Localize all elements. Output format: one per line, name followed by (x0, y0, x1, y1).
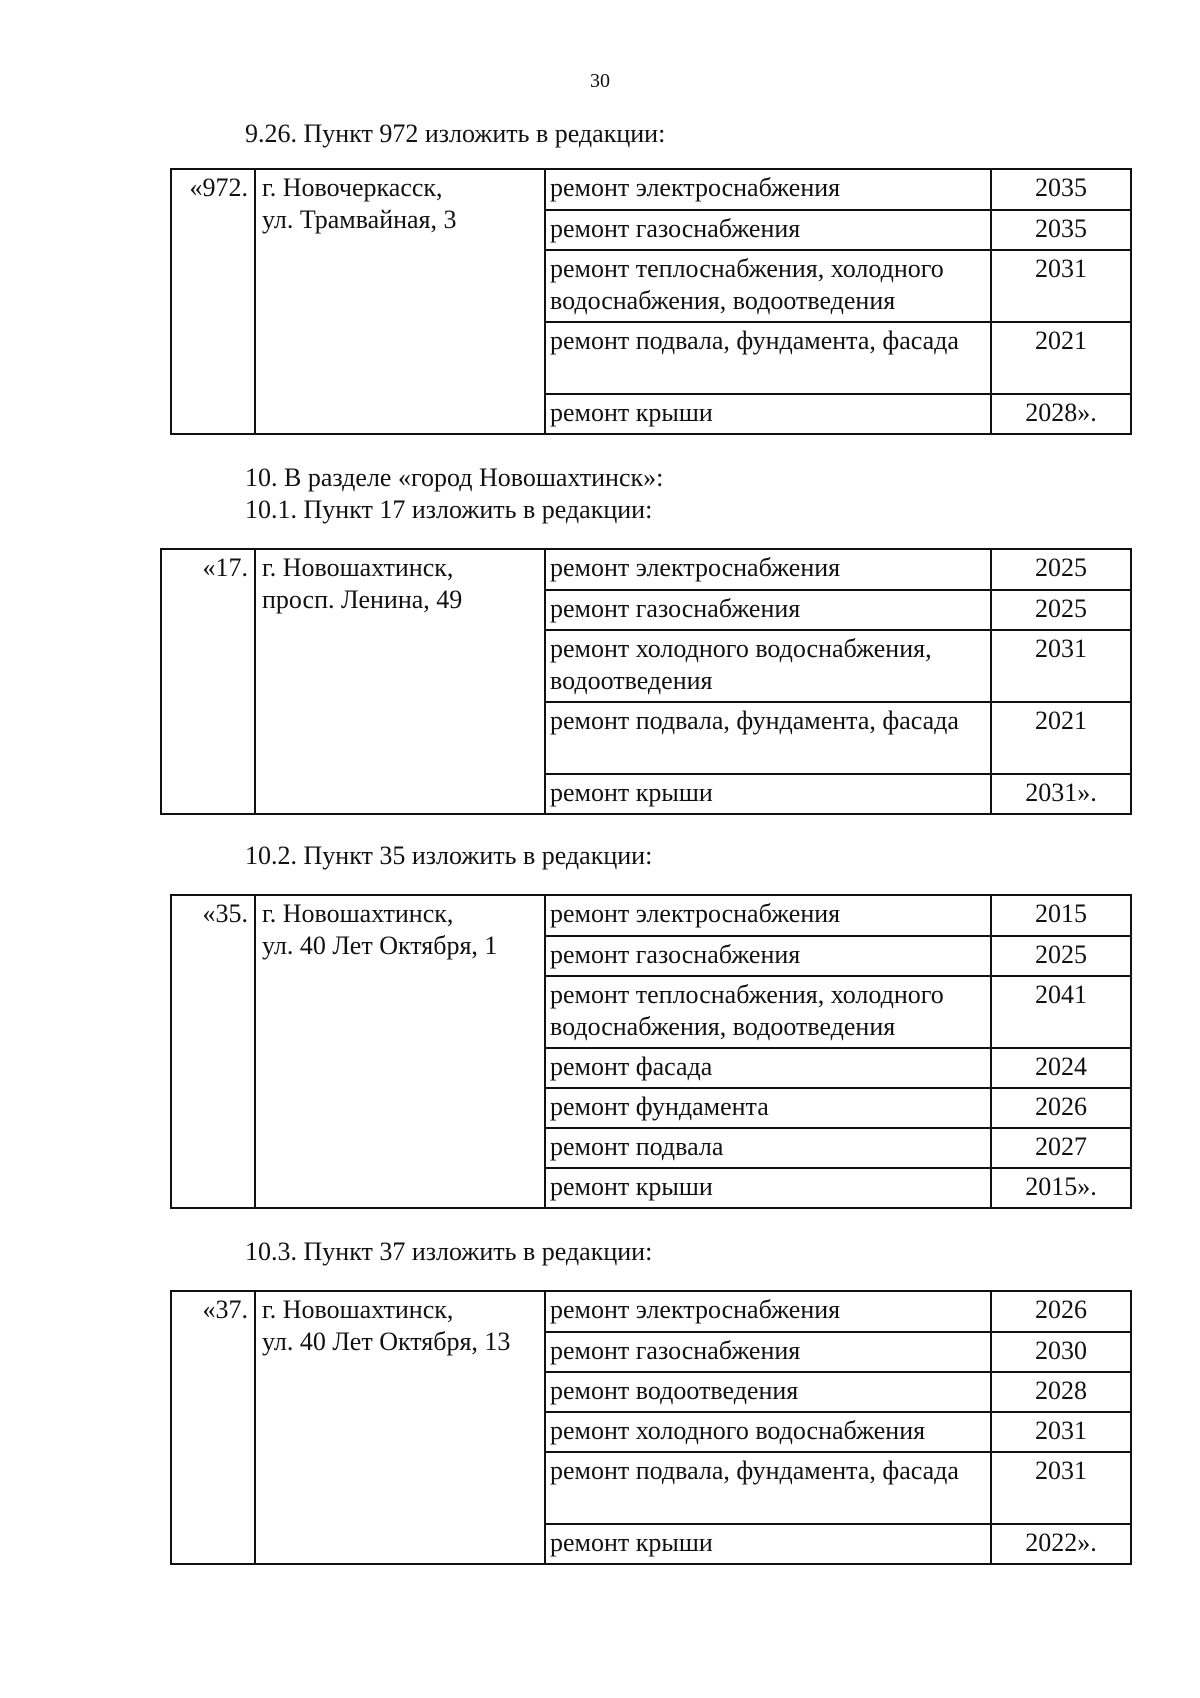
year-cell: 2021 (991, 322, 1131, 394)
table-item-37 (170, 1290, 1132, 1565)
work-cell: ремонт холодного водоснабжения (545, 1412, 991, 1452)
work-cell: ремонт газоснабжения (545, 210, 991, 250)
page-number: 30 (590, 70, 610, 92)
table-row (171, 895, 1131, 936)
year-cell: 2028». (991, 394, 1131, 434)
year-cell: 2031 (991, 250, 1131, 322)
work-cell: ремонт электроснабжения (545, 895, 991, 936)
year-cell: 2030 (991, 1332, 1131, 1372)
work-cell: ремонт теплоснабжения, холодного водоснабжения, водоотведения (545, 976, 991, 1048)
work-cell: ремонт крыши (545, 1524, 991, 1564)
item-number: «35. (171, 895, 255, 1208)
year-cell: 2031». (991, 774, 1131, 814)
work-cell: ремонт крыши (545, 394, 991, 434)
year-cell: 2031 (991, 1412, 1131, 1452)
year-cell: 2026 (991, 1291, 1131, 1332)
address-street: ул. 40 Лет Октября, 13 (262, 1327, 511, 1356)
item-number: «17. (161, 549, 255, 814)
address-cell (255, 895, 545, 1208)
work-cell: ремонт крыши (545, 1168, 991, 1208)
work-cell: ремонт электроснабжения (545, 1291, 991, 1332)
year-cell: 2031 (991, 1452, 1131, 1524)
year-cell: 2031 (991, 630, 1131, 702)
year-cell: 2025 (991, 936, 1131, 976)
table-item-17 (160, 548, 1132, 815)
address-city: г. Новошахтинск, (262, 1295, 454, 1324)
address-cell (255, 549, 545, 814)
work-cell: ремонт фасада (545, 1048, 991, 1088)
work-cell: ремонт газоснабжения (545, 1332, 991, 1372)
address-city: г. Новошахтинск, (262, 899, 454, 928)
year-cell: 2025 (991, 549, 1131, 590)
address-cell (255, 1291, 545, 1564)
table-row (171, 1291, 1131, 1332)
paragraph-10-2: 10.2. Пункт 35 изложить в редакции: (245, 841, 653, 870)
paragraph-10-1: 10.1. Пункт 17 изложить в редакции: (245, 495, 653, 524)
year-cell: 2027 (991, 1128, 1131, 1168)
year-cell: 2035 (991, 210, 1131, 250)
year-cell: 2025 (991, 590, 1131, 630)
address-street: просп. Ленина, 49 (262, 585, 463, 614)
item-number: «37. (171, 1291, 255, 1564)
paragraph-10: 10. В разделе «город Новошахтинск»: (245, 463, 664, 492)
work-cell: ремонт электроснабжения (545, 169, 991, 210)
work-cell: ремонт газоснабжения (545, 936, 991, 976)
year-cell: 2041 (991, 976, 1131, 1048)
year-cell: 2021 (991, 702, 1131, 774)
year-cell: 2015 (991, 895, 1131, 936)
work-cell: ремонт фундамента (545, 1088, 991, 1128)
year-cell: 2024 (991, 1048, 1131, 1088)
table-item-972 (170, 168, 1132, 435)
address-city: г. Новочеркасск, (262, 173, 443, 202)
address-street: ул. Трамвайная, 3 (262, 205, 457, 234)
year-cell: 2015». (991, 1168, 1131, 1208)
table-row (161, 549, 1131, 590)
paragraph-10-3: 10.3. Пункт 37 изложить в редакции: (245, 1237, 653, 1266)
work-cell: ремонт теплоснабжения, холодного водоснабжения, водоотведения (545, 250, 991, 322)
address-city: г. Новошахтинск, (262, 553, 454, 582)
year-cell: 2022». (991, 1524, 1131, 1564)
work-cell: ремонт подвала, фундамента, фасада (545, 322, 991, 394)
work-cell: ремонт газоснабжения (545, 590, 991, 630)
work-cell: ремонт крыши (545, 774, 991, 814)
work-cell: ремонт электроснабжения (545, 549, 991, 590)
table-item-35 (170, 894, 1132, 1209)
item-number: «972. (171, 169, 255, 434)
address-street: ул. 40 Лет Октября, 1 (262, 931, 498, 960)
paragraph-9-26: 9.26. Пункт 972 изложить в редакции: (245, 119, 666, 148)
work-cell: ремонт водоотведения (545, 1372, 991, 1412)
year-cell: 2035 (991, 169, 1131, 210)
work-cell: ремонт подвала, фундамента, фасада (545, 1452, 991, 1524)
work-cell: ремонт подвала (545, 1128, 991, 1168)
year-cell: 2028 (991, 1372, 1131, 1412)
work-cell: ремонт холодного водоснабжения, водоотведения (545, 630, 991, 702)
year-cell: 2026 (991, 1088, 1131, 1128)
table-row (171, 169, 1131, 210)
work-cell: ремонт подвала, фундамента, фасада (545, 702, 991, 774)
address-cell (255, 169, 545, 434)
